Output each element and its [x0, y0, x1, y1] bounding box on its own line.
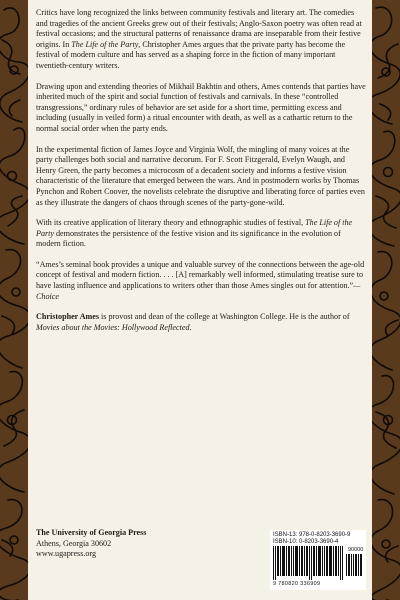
review-quote — [36, 260, 366, 302]
author-bio — [36, 312, 366, 333]
blurb-p1-text-b: , Christopher Ames argues that the private party has become the festival of modern culture and has served as a shaping force in the fiction of many important twentieth-century writers. — [36, 39, 346, 70]
review-source: —Choice — [36, 281, 361, 301]
blurb-paragraph-4 — [36, 218, 366, 250]
publisher-address: Athens, Georgia 30602 — [36, 538, 112, 548]
barcode-label — [270, 530, 366, 590]
blurb-paragraph-1 — [36, 8, 366, 72]
isbn-13: ISBN-13: 978-0-8203-3690-9 — [273, 532, 351, 538]
blurb-p1-text-a: Critics have long recognized the links between community festivals and literary art. The comedies and tragedies of the ancient Greeks grew out of their festivals; Anglo-Saxon poetry was often read at festival occasions; and the structural patterns of renaissance drama are inseparable from their festive origins. In — [36, 8, 362, 49]
back-cover-copy — [36, 8, 366, 333]
review-quote-text: “Ames’s seminal book provides a unique and valuable survey of the connections between the age-old concept of festival and modern fiction. . . . [A] remarkably well informed, stimulating treatise sure to have lasting influence and applications to writers other than those Ames singles out for attention.” — [36, 259, 365, 291]
author-other-book: Movies about the Movies: Hollywood Reflected — [36, 322, 190, 332]
book-title-italic: The Life of the Party — [71, 39, 139, 49]
publisher-name: The University of Georgia Press — [36, 528, 147, 537]
book-title-italic: The Life of the Party — [36, 218, 353, 238]
author-bio-text-a: is provost and dean of the college at Washington College. He is the author of — [99, 312, 350, 322]
ean-digits: 9 780820 336909 — [273, 581, 321, 587]
price-code: 90000 — [348, 547, 364, 553]
author-name: Christopher Ames — [36, 312, 100, 322]
blurb-p4-text-a: With its creative application of literary theory and ethnographic studies of festival, — [36, 218, 306, 228]
blurb-p4-text-b: demonstrates the persistence of the festive vision and its significance in the evolution of modern fiction. — [36, 228, 341, 249]
isbn-10: ISBN-10: 0-8203-3690-4 — [273, 539, 339, 545]
publisher-block — [36, 528, 206, 560]
publisher-url: www.ugapress.org — [36, 549, 97, 559]
blurb-paragraph-3: In the experimental fiction of James Joyce and Virginia Wolf, the mingling of many voices at the party challenges both social and narrative decorum. For F. Scott Fitzgerald, Evelyn Waugh, and Henry Green, the party becomes a microcosm of a decadent society and informs a festive vision characteristic of the literature that emerged between the wars. And in postmodern works by Thomas Pynchon and Robert Coover, the novelists celebrate the disruptive and liberating force of parties even as they illustrate the dangers of chaos through scenes of the party-gone-wild. — [36, 144, 365, 207]
author-bio-text-b: . — [189, 322, 192, 332]
blurb-paragraph-2: Drawing upon and extending theories of Mikhail Bakhtin and others, Ames contends that parties have inherited much of the spirit and social function of festivals and carnivals. In these “controlled transgressions,” ordinary rules of behavior are set aside for a short time, permitting excess and including (usually in veiled form) a ritual encounter with death, as well as a cathartic return to the normal social order when the party ends. — [36, 81, 366, 133]
